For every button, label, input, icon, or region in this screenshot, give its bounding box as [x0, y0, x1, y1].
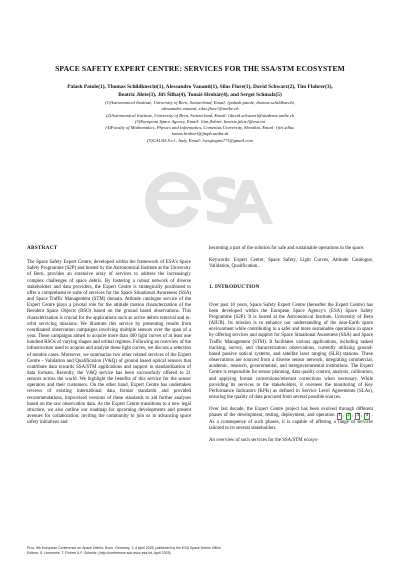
affiliation-line: (1)Astronomical Institute, University of Bern, Switzerland, Email: {palash.patole, thomas.schildknecht, — [105, 100, 295, 105]
affiliation-line: (3)European Space Agency, Email: {tim.flohrer, beatriz.jilete}@esa.int — [134, 118, 266, 124]
affiliation-line: tomas.hrobar}@fmph.uniba.sk — [171, 131, 229, 137]
abstract-continuation: becoming a part of the solution for safe and sustainable operations in the space. — [209, 246, 365, 251]
affiliation-line: alessandro.vananti, silas.flore}@unibe.ch — [161, 106, 239, 112]
introduction-paragraph-2-text: Over last decade, the Expert Centre project has been evolved through different phases of the development, testing, deployment, and operation — [209, 407, 373, 419]
citation-group: 1 , 2 , 3 , 4 — [338, 413, 369, 419]
affiliation-line: (2)Astronomical Institute, University of Bern, Switzerland, Email: {david.schwarz}@students.unibe.ch — [105, 112, 295, 118]
introduction-paragraph-2-tail: . As a consequence of such phases, it is capable of offering a range of services tailored to its several stakeholders. — [209, 413, 373, 432]
introduction-heading: 1. INTRODUCTION — [209, 284, 260, 291]
citation-link[interactable]: 3 — [356, 413, 359, 419]
footer-line-2: Editors: S. Lemmens, T. Flohrer & F. Schmitz, (http://conference.sdo.esoc.esa.int, April 2025) — [27, 550, 171, 555]
page-footer — [27, 546, 373, 555]
author-line-1: Palash Patole(1), Thomas Schildknecht(1), Alessandro Vananti(1), Silas Flore(1), David Schwarz(2), Tim Flohrer(3), — [67, 84, 333, 90]
paper-title: SPACE SAFETY EXPERT CENTRE: SERVICES FOR THE SSA/STM ECOSYSTEM — [55, 64, 345, 73]
affiliation-line: (4)Faculty of Mathematics, Physics and Informatics, Comenius University, Slovakia, Email: {jiri.silha, — [105, 125, 295, 131]
affiliations — [50, 100, 350, 144]
affiliation-line: (5)GAUSS S.r.l., Italy, Email: {sergiugms77}@gmail.com — [147, 137, 253, 143]
abstract-heading: ABSTRACT — [27, 245, 58, 251]
esa-logo-watermark-icon — [125, 140, 275, 260]
introduction-paragraph-3: An overview of such services for the SSA/STM ecosys- — [209, 438, 319, 444]
right-column — [209, 246, 373, 450]
keywords: Keywords: Expert Centre, Space Safety, Light Curves, Attitude Catalogue, Validation, Qualification.. — [209, 258, 373, 270]
author-list — [40, 83, 360, 99]
citation-link[interactable]: 2 — [347, 413, 350, 419]
citation-link[interactable]: 4 — [365, 413, 369, 419]
abstract-text: The Space Safety Expert Centre, developed within the framework of ESA's Space Safety Programme (S2P) and hosted by the Astronomical Institute at the University of Bern, provides an extensive array of services to address the increasingly complex challenges of space debris. By fostering a robust network of diverse stakeholders and data providers, the Expert Centre is strategically positioned to offer a comprehensive suite of services for the Space Situational Awareness (SSA) and Space Traffic Management (STM) domain. Attitude catalogue service of the Expert Centre plays a pivotal role for the attitude motion characterization of the Resident Space Objects (RSO) based on the ground based observations. This characterization is crucial for the applications such as active debris removal and in-orbit servicing missions. We illustrate this service by presenting results from coordinated observation campaigns involving multiple sensors over the span of a year. These campaigns aimed to acquire more than 400 light curves of at least one hundred RSOs of varying shapes and orbital regimes. Following an overview of the infrastructure used to acquire and analyze these light curves, we discuss a selection of notable cases. Moreover, we summarize two other related services of the Expert Centre - Validation and Qualification (V&Q) of ground based optical sensors that contribute data towards SSA/STM applications and support in standardization of data formats. Recently, the V&Q service has been successfully offered to 21 sensors across the world. We highlight the benefits of this service for the sensor operators and their customers. On the other hand, Expert Centre has undertaken reviews of existing international data format standards and provided recommendations, improvised versions of these standards to aid further analyses based on the raw observation data. As the Expert Centre transitions to a new legal structure, we also outline our roadmap for upcoming developments and present avenues for collaboration, inviting the community to join us in advancing space safety initiatives and — [27, 260, 191, 426]
author-line-2: Beatriz Jilete(3), Jiří Šilha(4), Tomáš Hrobár(4), and Sergei Schmalz(5) — [118, 92, 282, 98]
footer-line-1: Proc. 9th European Conference on Space Debris, Bonn, Germany, 1–4 April 2025, published by the ESA Space Debris Office — [27, 546, 221, 550]
introduction-paragraph-1: Over past 10 years, Space Safety Expert Centre (hereafter the Expert Centre) has been developed within the European Space Agency's (ESA) Space Safety Programme (S2P). It is hosted at the Astronomical Institute, University of Bern (AIUB). Its mission is to enhance our understanding of the near-Earth space environment while contributing to a safer and more sustainable operations in space by offering services and support for Space Situational Awareness (SSA) and Space Traffic Management (STM). It facilitates various applications, including tasked tracking, survey, and characterization observations, currently utilizing ground-based passive optical systems, and satellite laser ranging (SLR) stations. These observations are sourced from a diverse sensor network, integrating commercial, academic, research, governmental, and intergovernmental institutions. The Expert Centre is responsible for sensor planning, data quality control, analysis, calibration, and applying format conversions/relevant corrections when necessary. While providing its services to the stakeholders, it oversees the monitoring of Key Performance Indicators (KPIs) as defined in Service Level Agreements (SLAs), ensuring the quality of data procured from several possible sources. — [209, 302, 373, 400]
introduction-paragraph-2 — [209, 407, 373, 432]
left-column — [27, 245, 191, 432]
citation-link[interactable]: 1 — [338, 413, 341, 419]
